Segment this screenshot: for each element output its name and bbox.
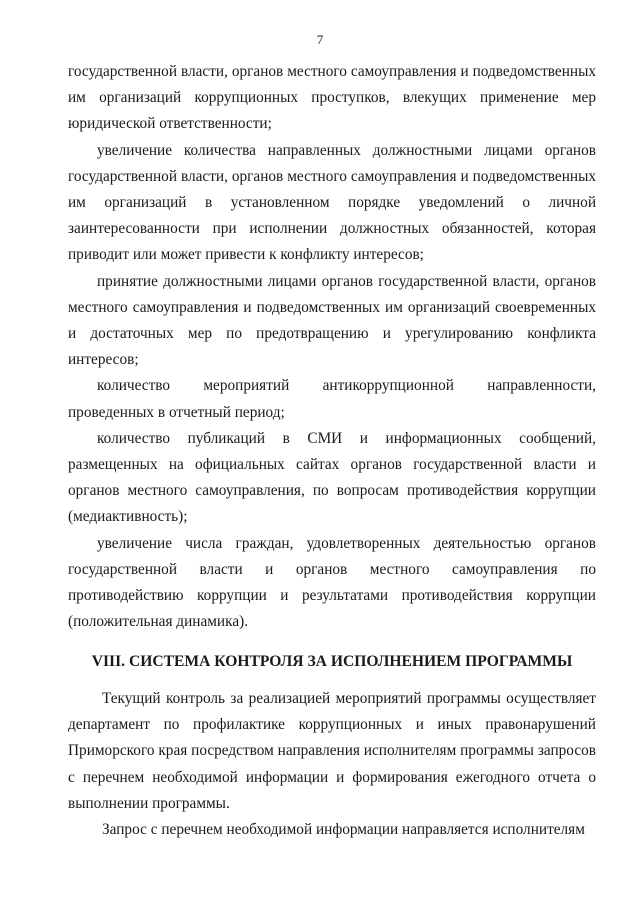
indicator-item: количество мероприятий антикоррупционной направленности, проведенных в отчетный период; xyxy=(68,377,596,421)
section-heading: VIII. СИСТЕМА КОНТРОЛЯ ЗА ИСПОЛНЕНИЕМ ПРОГРАММЫ xyxy=(91,653,573,670)
indicators-list xyxy=(68,59,596,635)
section-paragraph: Запрос с перечнем необходимой информации направляется исполнителям xyxy=(102,821,585,839)
indicator-continuation: государственной власти, органов местного самоуправления и подведомственных им организаций коррупционных проступков, влекущих применение мер юридической ответственности; xyxy=(68,63,596,133)
indicator-item: увеличение количества направленных должностными лицами органов государственной власти, органов местного самоуправления и подведомственных им организаций в установленном порядке уведомлений о личной заинтересованности при исполнении должностных обязанностей, которая приводит или может привести к конфликту интересов; xyxy=(68,141,596,264)
section-body xyxy=(68,686,596,843)
indicator-item: количество публикаций в СМИ и информационных сообщений, размещенных на официальных сайтах органов государственной власти и органов местного самоуправления, по вопросам противодействия коррупции (медиактивность); xyxy=(68,429,596,526)
indicator-item: принятие должностными лицами органов государственной власти, органов местного самоуправления и подведомственных им организаций своевременных и достаточных мер по предотвращению и урегулированию конфликта интересов; xyxy=(68,272,596,369)
page-number: 7 xyxy=(316,32,324,47)
section-paragraph: Текущий контроль за реализацией мероприятий программы осуществляет департамент по профилактике коррупционных и иных правонарушений Приморского края посредством направления исполнителям программы запросов с перечнем необходимой информации и формирования ежегодного отчета о выполнении программы. xyxy=(68,690,596,812)
indicator-item: увеличение числа граждан, удовлетворенных деятельностью органов государственной власти и органов местного самоуправления по противодействию коррупции и результатами противодействия коррупции (положительная динамика). xyxy=(68,534,596,631)
